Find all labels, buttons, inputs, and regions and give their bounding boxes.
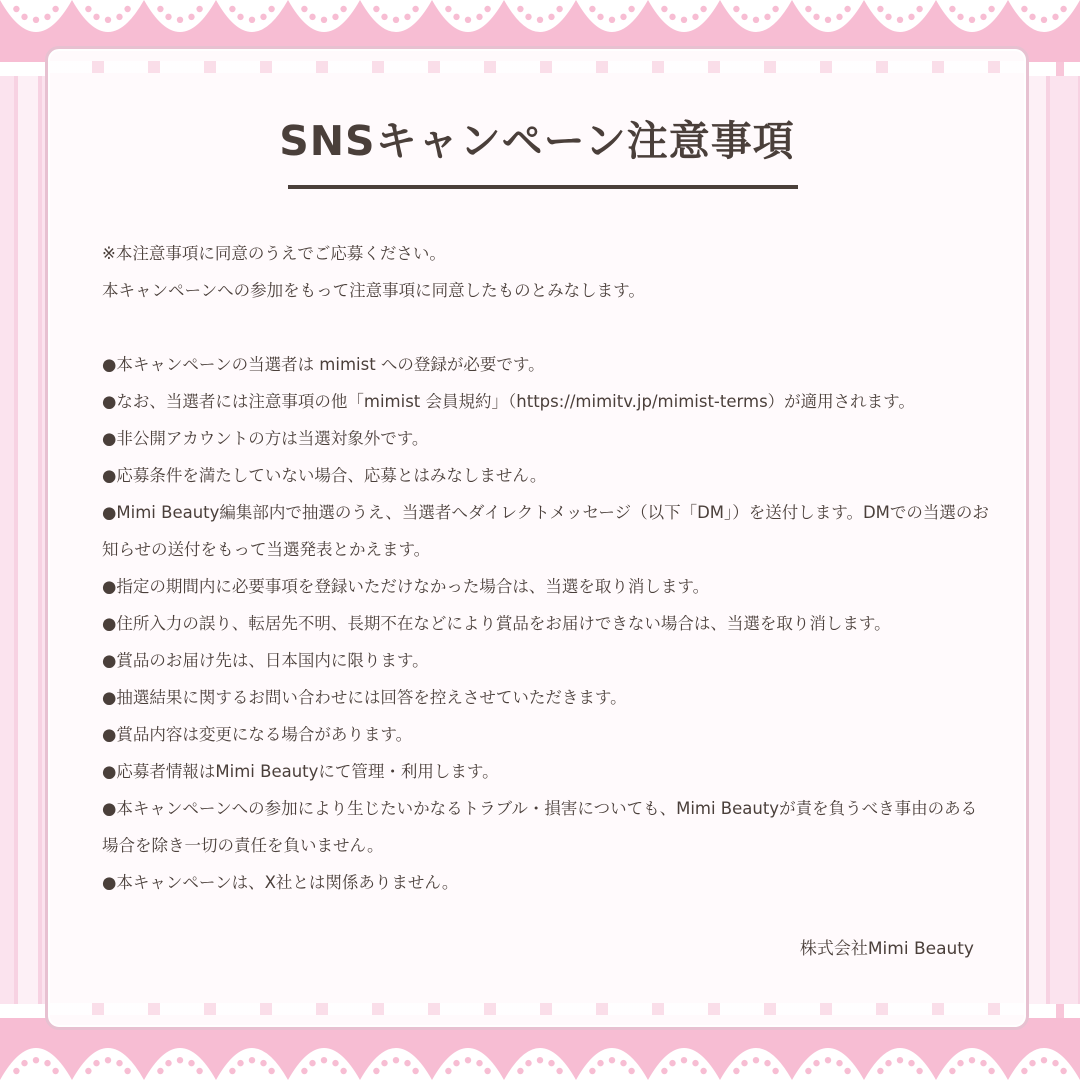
lace-eyelet [692, 1060, 698, 1066]
lace-eyelet [772, 6, 778, 12]
lace-eyelet [13, 6, 19, 12]
lace-eyelet [465, 1057, 471, 1063]
lace-eyelet [916, 6, 922, 12]
lace-eyelet [877, 1068, 883, 1074]
lace-eyelet [465, 17, 471, 23]
paragraph-spacer [102, 309, 990, 346]
lace-eyelet [381, 1060, 387, 1066]
lace-eyelet [1060, 6, 1066, 12]
lace-eyelet [753, 17, 759, 23]
lace-eyelet [393, 1057, 399, 1063]
lace-eyelet [453, 14, 459, 20]
lace-eyelet [681, 1057, 687, 1063]
lace-eyelet [373, 1068, 379, 1074]
title-underline [288, 185, 798, 189]
lace-eyelet [628, 6, 634, 12]
lace-eyelet [700, 1068, 706, 1074]
lace-eyelet [93, 1060, 99, 1066]
lace-eyelet [988, 6, 994, 12]
lace-eyelet [980, 1060, 986, 1066]
notice-item: ●抽選結果に関するお問い合わせには回答を控えさせていただきます。 [102, 688, 627, 707]
lace-eyelet [620, 14, 626, 20]
lace-eyelet [1041, 17, 1047, 23]
lace-eyelet [661, 6, 667, 12]
lace-eyelet [661, 1068, 667, 1074]
card-stripe-bottom [48, 1003, 1026, 1015]
lace-eyelet [332, 1060, 338, 1066]
lace-eyelet [237, 14, 243, 20]
notice-item: ●住所入力の誤り、転居先不明、長期不在などにより賞品をお届けできない場合は、当選を取り消します。 [102, 614, 891, 633]
lace-eyelet [949, 6, 955, 12]
lace-eyelet [772, 1068, 778, 1074]
lace-eyelet [188, 1060, 194, 1066]
lace-eyelet [764, 14, 770, 20]
lace-eyelet [177, 1057, 183, 1063]
lace-eyelet [537, 1057, 543, 1063]
lace-eyelet [741, 1060, 747, 1066]
lace-eyelet [628, 1068, 634, 1074]
intro-line: 本キャンペーンへの参加をもって注意事項に同意したものとみなします。 [102, 281, 645, 300]
lace-eyelet [321, 17, 327, 23]
lace-eyelet [813, 14, 819, 20]
lace-eyelet [381, 14, 387, 20]
lace-eyelet [165, 1060, 171, 1066]
notice-item: ●賞品内容は変更になる場合があります。 [102, 725, 413, 744]
notice-body [102, 235, 990, 901]
lace-eyelet [412, 1068, 418, 1074]
lace-eyelet [85, 6, 91, 12]
lace-eyelet [980, 14, 986, 20]
notice-item: ●本キャンペーンの当選者は mimist への登録が必要です。 [102, 355, 545, 374]
lace-eyelet [165, 14, 171, 20]
lace-eyelet [620, 1060, 626, 1066]
lace-eyelet [33, 17, 39, 23]
lace-eyelet [548, 14, 554, 20]
lace-eyelet [124, 6, 130, 12]
lace-eyelet [301, 6, 307, 12]
lace-eyelet [404, 1060, 410, 1066]
lace-eyelet [844, 1068, 850, 1074]
lace-eyelet [340, 6, 346, 12]
lace-eyelet [301, 1068, 307, 1074]
lace-eyelet [85, 1068, 91, 1074]
lace-eyelet [124, 1068, 130, 1074]
lace-eyelet [229, 1068, 235, 1074]
lace-eyelet [597, 14, 603, 20]
notice-item: ●賞品のお届け先は、日本国内に限ります。 [102, 651, 429, 670]
lace-eyelet [825, 17, 831, 23]
notice-item: ●応募者情報はMimi Beautyにて管理・利用します。 [102, 762, 499, 781]
lace-eyelet [484, 1068, 490, 1074]
lace-eyelet [844, 6, 850, 12]
lace-eyelet [609, 17, 615, 23]
lace-eyelet [1041, 1057, 1047, 1063]
lace-eyelet [445, 6, 451, 12]
lace-eyelet [988, 1068, 994, 1074]
notice-card [45, 46, 1029, 1030]
lace-eyelet [525, 14, 531, 20]
lace-eyelet [753, 1057, 759, 1063]
lace-eyelet [836, 1060, 842, 1066]
card-stripe-top [48, 61, 1026, 73]
lace-eyelet [556, 6, 562, 12]
lace-eyelet [196, 6, 202, 12]
lace-eyelet [681, 17, 687, 23]
lace-eyelet [21, 1060, 27, 1066]
lace-eyelet [1052, 14, 1058, 20]
lace-eyelet [393, 17, 399, 23]
lace-eyelet [813, 1060, 819, 1066]
lace-eyelet [897, 1057, 903, 1063]
lace-eyelet [332, 14, 338, 20]
lace-eyelet [589, 6, 595, 12]
lace-eyelet [669, 1060, 675, 1066]
lace-eyelet [949, 1068, 955, 1074]
lace-eyelet [597, 1060, 603, 1066]
lace-eyelet [268, 6, 274, 12]
lace-eyelet [260, 1060, 266, 1066]
notice-item: ●Mimi Beauty編集部内で抽選のうえ、当選者へダイレクトメッセージ（以下「DM」）を送付します。DMでの当選のお知らせの送付をもって当選発表とかえます。 [102, 503, 989, 559]
lace-eyelet [957, 1060, 963, 1066]
notice-item: ●応募条件を満たしていない場合、応募とはみなしません。 [102, 466, 547, 485]
lace-eyelet [268, 1068, 274, 1074]
lace-eyelet [157, 6, 163, 12]
notice-item: ●本キャンペーンへの参加により生じたいかなるトラブル・損害についても、Mimi Beautyが責を負うべき事由のある場合を除き一切の責任を負いません。 [102, 799, 978, 855]
lace-eyelet [700, 6, 706, 12]
lace-eyelet [517, 6, 523, 12]
lace-eyelet [825, 1057, 831, 1063]
notice-item: ●指定の期間内に必要事項を登録いただけなかった場合は、当選を取り消します。 [102, 577, 710, 596]
lace-eyelet [33, 1057, 39, 1063]
lace-eyelet [877, 6, 883, 12]
lace-eyelet [525, 1060, 531, 1066]
lace-eyelet [229, 6, 235, 12]
lace-eyelet [609, 1057, 615, 1063]
lace-eyelet [249, 17, 255, 23]
company-signature: 株式会社Mimi Beauty [799, 939, 974, 959]
lace-eyelet [412, 6, 418, 12]
lace-eyelet [445, 1068, 451, 1074]
lace-eyelet [404, 14, 410, 20]
lace-eyelet [260, 14, 266, 20]
lace-eyelet [116, 1060, 122, 1066]
lace-eyelet [249, 1057, 255, 1063]
lace-eyelet [196, 1068, 202, 1074]
lace-eyelet [116, 14, 122, 20]
lace-eyelet [309, 14, 315, 20]
lace-eyelet [733, 6, 739, 12]
page-title: SNSキャンペーン注意事項 [279, 117, 795, 165]
notice-item: ●なお、当選者には注意事項の他「mimist 会員規約」（https://mimitv.jp/mimist-terms）が適用されます。 [102, 392, 915, 411]
lace-eyelet [969, 1057, 975, 1063]
lace-eyelet [692, 14, 698, 20]
lace-eyelet [340, 1068, 346, 1074]
lace-eyelet [105, 1057, 111, 1063]
lace-eyelet [1029, 1060, 1035, 1066]
lace-eyelet [957, 14, 963, 20]
lace-eyelet [484, 6, 490, 12]
lace-eyelet [805, 1068, 811, 1074]
lace-eyelet [836, 14, 842, 20]
notice-item: ●本キャンペーンは、X社とは関係ありません。 [102, 873, 459, 892]
lace-eyelet [741, 14, 747, 20]
lace-eyelet [52, 1068, 58, 1074]
lace-eyelet [885, 14, 891, 20]
lace-eyelet [537, 17, 543, 23]
lace-eyelet [805, 6, 811, 12]
lace-eyelet [969, 17, 975, 23]
lace-eyelet [453, 1060, 459, 1066]
lace-eyelet [476, 1060, 482, 1066]
lace-eyelet [908, 1060, 914, 1066]
lace-eyelet [188, 14, 194, 20]
lace-eyelet [548, 1060, 554, 1066]
lace-eyelet [93, 14, 99, 20]
lace-eyelet [556, 1068, 562, 1074]
lace-eyelet [309, 1060, 315, 1066]
lace-eyelet [373, 6, 379, 12]
lace-eyelet [237, 1060, 243, 1066]
lace-eyelet [52, 6, 58, 12]
lace-eyelet [908, 14, 914, 20]
notice-item: ●非公開アカウントの方は当選対象外です。 [102, 429, 429, 448]
lace-eyelet [669, 14, 675, 20]
lace-eyelet [885, 1060, 891, 1066]
lace-eyelet [897, 17, 903, 23]
lace-eyelet [177, 17, 183, 23]
intro-line: ※本注意事項に同意のうえでご応募ください。 [102, 244, 446, 263]
lace-eyelet [1021, 6, 1027, 12]
lace-eyelet [321, 1057, 327, 1063]
lace-eyelet [733, 1068, 739, 1074]
lace-eyelet [589, 1068, 595, 1074]
lace-eyelet [916, 1068, 922, 1074]
lace-eyelet [44, 14, 50, 20]
lace-eyelet [1021, 1068, 1027, 1074]
lace-eyelet [1060, 1068, 1066, 1074]
lace-eyelet [517, 1068, 523, 1074]
lace-eyelet [105, 17, 111, 23]
lace-eyelet [1029, 14, 1035, 20]
lace-eyelet [476, 14, 482, 20]
lace-eyelet [13, 1068, 19, 1074]
lace-eyelet [21, 14, 27, 20]
lace-eyelet [157, 1068, 163, 1074]
lace-eyelet [1052, 1060, 1058, 1066]
lace-eyelet [44, 1060, 50, 1066]
lace-eyelet [764, 1060, 770, 1066]
